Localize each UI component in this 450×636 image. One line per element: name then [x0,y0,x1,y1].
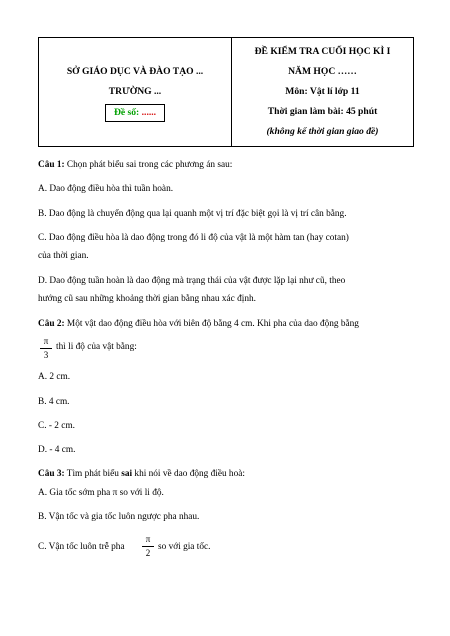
school-year: NĂM HỌC …… [288,66,357,77]
q3-option-c-continued: so với gia tốc. [158,542,211,552]
q3-fraction-denominator: 2 [145,548,151,558]
time-note: (không kể thời gian giao đề) [266,126,379,137]
q1-prompt [38,159,232,171]
exam-header-table [38,37,414,147]
exam-title: ĐỀ KIỂM TRA CUỐI HỌC KÌ I [254,46,391,57]
q3-option-a: A. Gia tốc sớm pha π so với li độ. [38,488,164,498]
q2-fraction [40,336,52,361]
q3-prompt-pre: Tìm phát biểu [64,469,122,479]
department-name: SỞ GIÁO DỤC VÀ ĐÀO TẠO ... [66,65,204,77]
header-left-cell [39,38,232,147]
subject: Môn: Vật lí lớp 11 [285,86,360,97]
q3-prompt [38,468,245,480]
q3-fraction-numerator: π [142,534,154,547]
q3-option-b: B. Vận tốc và gia tốc luôn ngược pha nhau. [38,512,200,522]
q3-label: Câu 3: [38,469,65,479]
q2-fraction-numerator: π [40,336,52,349]
time-limit: Thời gian làm bài: 45 phút [267,106,378,117]
q2-option-b: B. 4 cm. [38,397,70,407]
q2-label: Câu 2: [38,319,65,329]
q3-option-c-text: C. Vận tốc luôn trễ pha [38,542,125,552]
exam-code-box [105,104,165,122]
q1-option-d-line2: hướng cũ sau những khoảng thời gian bằng nhau xác định. [38,294,256,304]
q1-option-d-line1: D. Dao động tuần hoàn là dao động mà trạng thái của vật được lặp lại như cũ, theo [38,276,346,286]
exam-code-value: ...... [139,106,157,118]
q2-prompt [38,318,359,330]
school-name: TRƯỜNG ... [108,85,162,97]
q1-option-a: A. Dao động điều hòa thì tuần hoàn. [38,184,174,194]
q1-label: Câu 1: [38,160,65,170]
q1-option-b: B. Dao động là chuyển động qua lại quanh một vị trí đặc biệt gọi là vị trí cân bằng. [38,209,347,219]
exam-code-label: Đề số: [113,106,140,118]
q3-prompt-post: khi nói về dao động điều hoà: [132,469,245,479]
q2-fraction-denominator: 3 [43,350,49,360]
q2-prompt-continued: thì li độ của vật bằng: [56,342,137,352]
q1-option-c-line2: của thời gian. [38,251,89,261]
q3-fraction [142,534,154,559]
header-right-cell [232,38,414,147]
q1-prompt-text: Chọn phát biểu sai trong các phương án sau: [64,160,233,170]
q2-prompt-text: Một vật dao động điều hòa với biên độ bằng 4 cm. Khi pha của dao động bằng [64,319,359,329]
q3-prompt-emphasis: sai [121,469,133,479]
q2-option-d: D. - 4 cm. [38,445,76,455]
q2-option-c: C. - 2 cm. [38,421,75,431]
q1-option-c-line1: C. Dao động điều hòa là dao động trong đó li độ của vật là một hàm tan (hay cotan) [38,233,349,243]
q2-option-a: A. 2 cm. [38,372,71,382]
